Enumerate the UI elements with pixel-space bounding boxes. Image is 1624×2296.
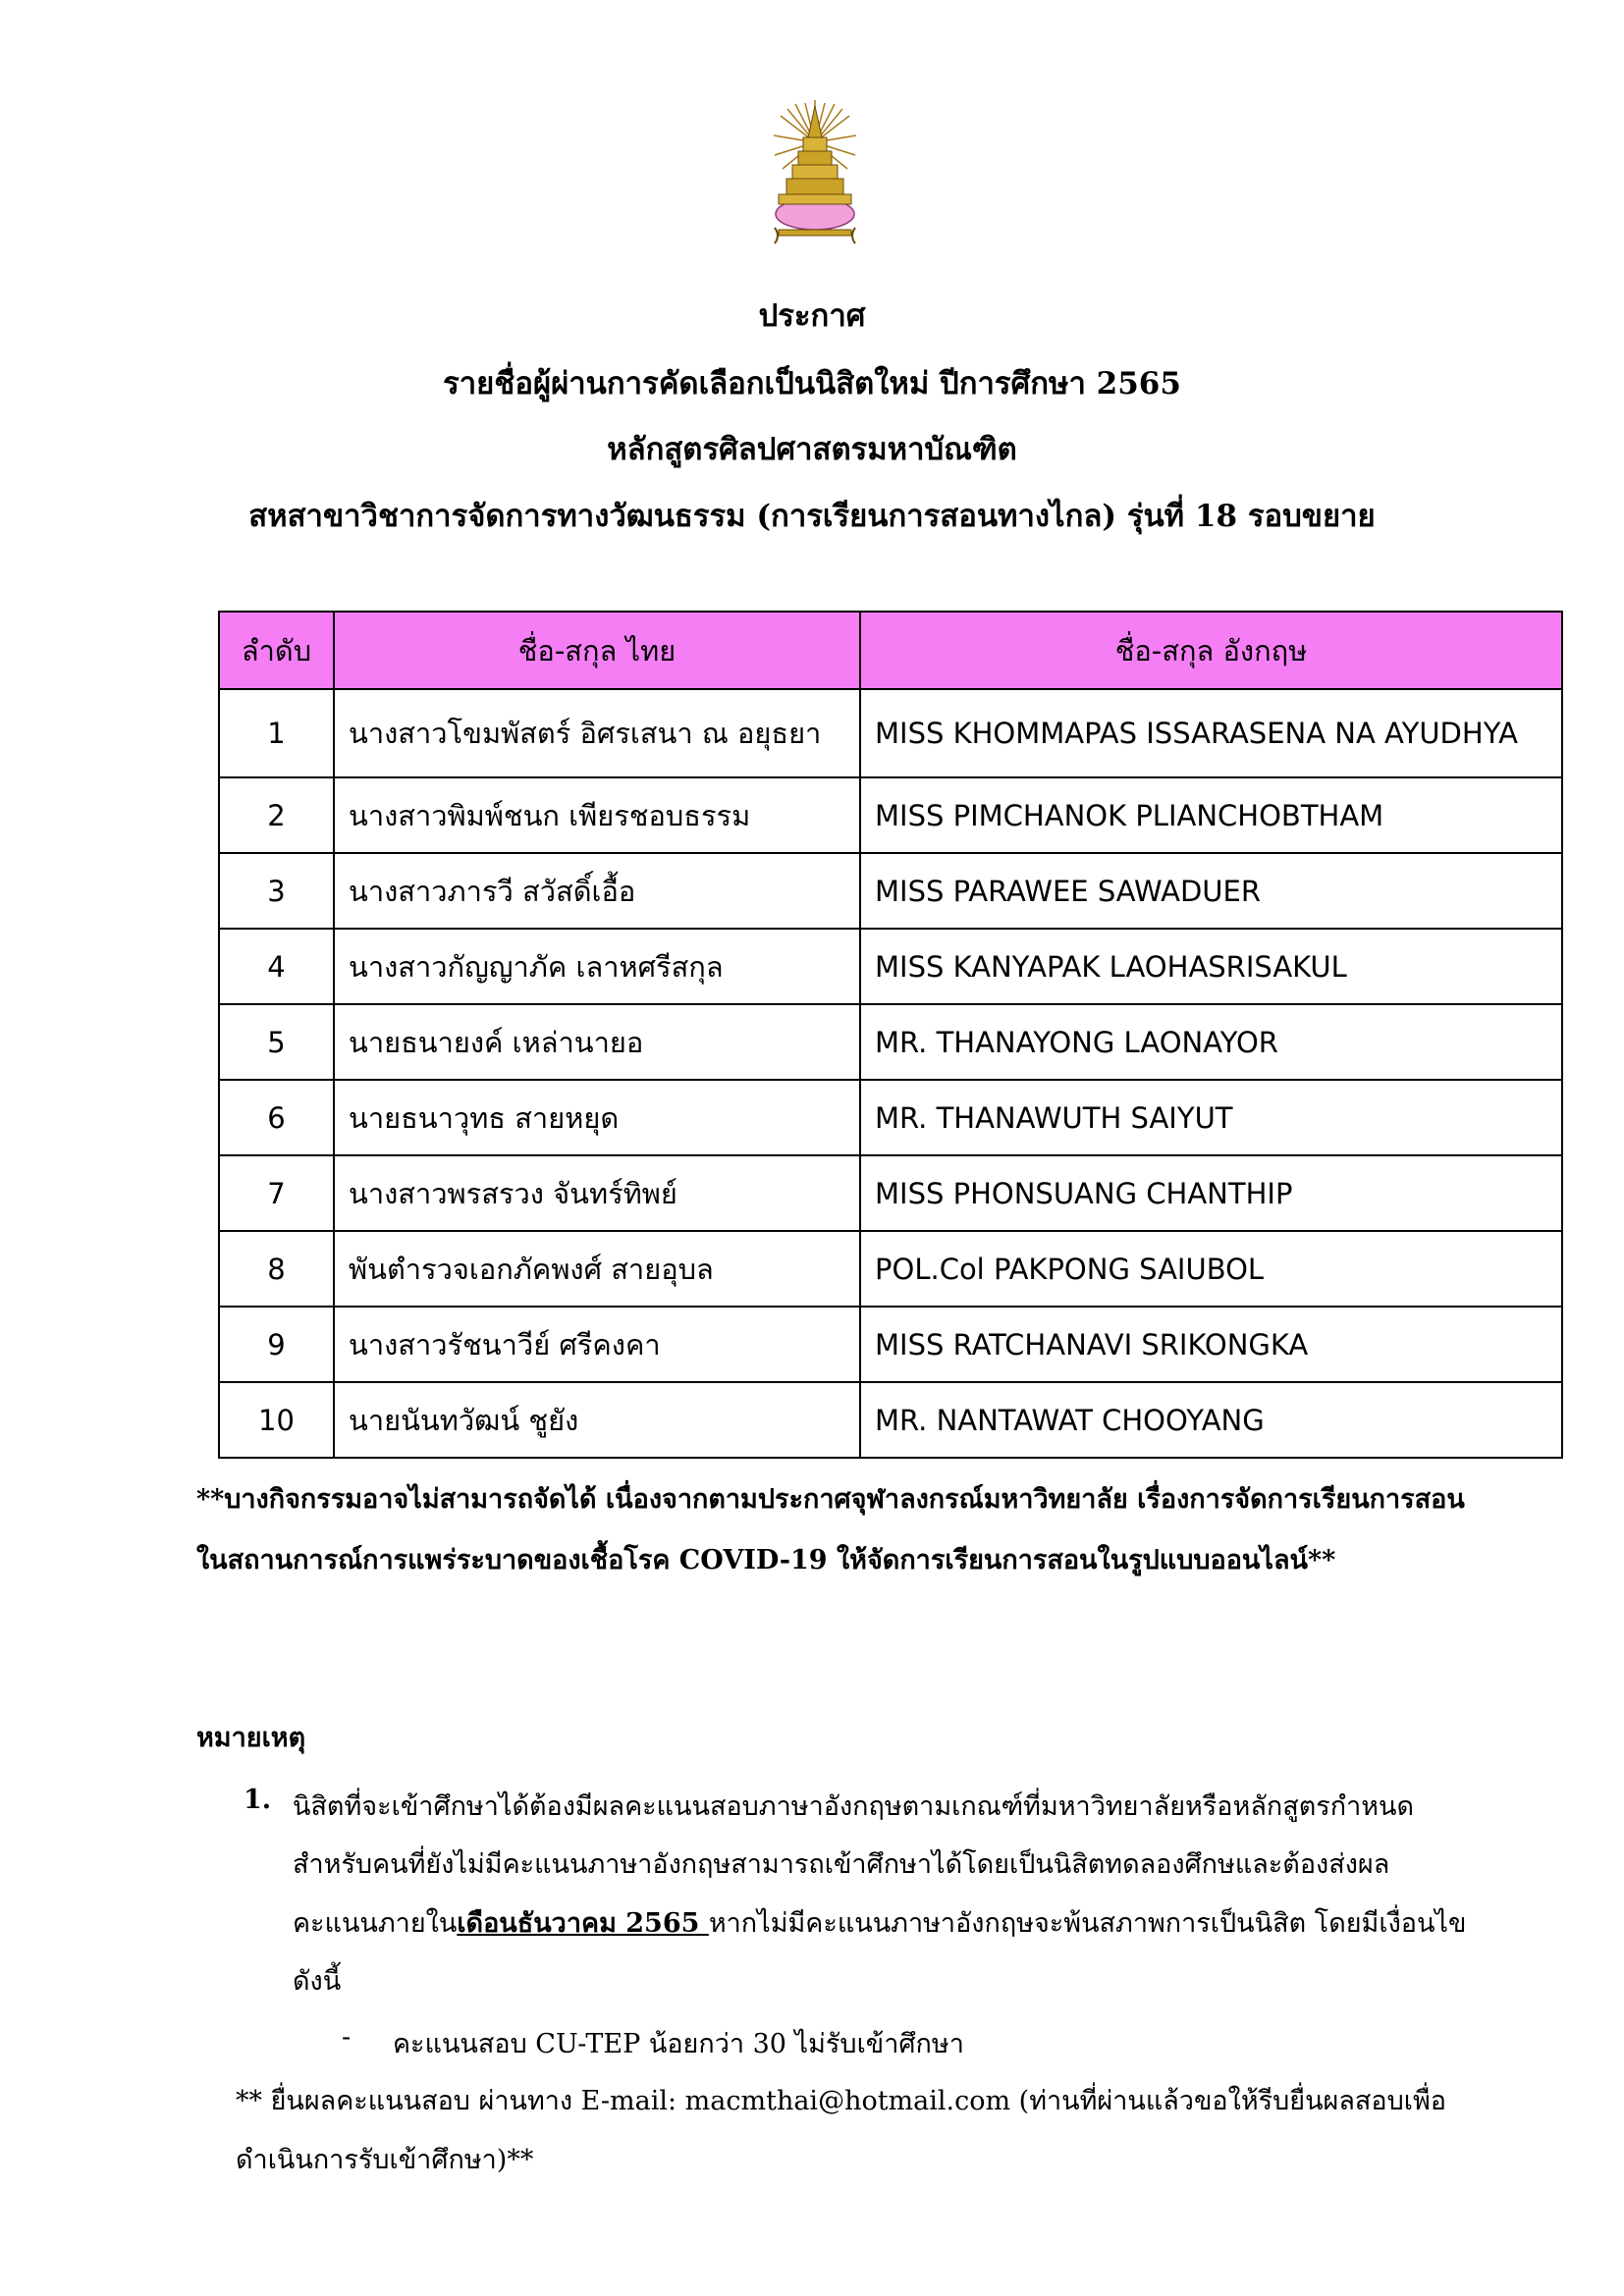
submit-instruction-line-2: ดำเนินการรับเข้าศึกษา)** bbox=[236, 2145, 534, 2175]
remarks-heading: หมายเหตุ bbox=[196, 1723, 306, 1753]
english-name: MISS PARAWEE SAWADUER bbox=[860, 853, 1562, 929]
row-number: 7 bbox=[219, 1155, 334, 1231]
table-row bbox=[219, 1080, 1562, 1155]
thai-name: นางสาวกัญญาภัค เลาหศรีสกุล bbox=[334, 929, 860, 1004]
english-name: MR. THANAYONG LAONAYOR bbox=[860, 1004, 1562, 1080]
english-name: MISS PHONSUANG CHANTHIP bbox=[860, 1155, 1562, 1231]
english-name: MISS RATCHANAVI SRIKONGKA bbox=[860, 1307, 1562, 1382]
english-name: MISS PIMCHANOK PLIANCHOBTHAM bbox=[860, 777, 1562, 853]
row-number: 2 bbox=[219, 777, 334, 853]
remark-line-1: นิสิตที่จะเข้าศึกษาได้ต้องมีผลคะแนนสอบภาษาอังกฤษตามเกณฑ์ที่มหาวิทยาลัยหรือหลักสูตรกำหนด bbox=[293, 1791, 1415, 1822]
covid-notice-line-2: ในสถานการณ์การแพร่ระบาดของเชื้อโรค COVID-19 ให้จัดการเรียนการสอนในรูปแบบออนไลน์** bbox=[196, 1545, 1336, 1575]
row-number: 1 bbox=[219, 689, 334, 777]
table-row bbox=[219, 1307, 1562, 1382]
remark-line-3 bbox=[293, 1901, 1569, 1944]
thai-name: พันตำรวจเอกภัคพงศ์ สายอุบล bbox=[334, 1231, 860, 1307]
thai-name: นางสาวโขมพัสตร์ อิศรเสนา ณ อยุธยา bbox=[334, 689, 860, 777]
thai-name: นายธนาวุทธ สายหยุด bbox=[334, 1080, 860, 1155]
table-row bbox=[219, 689, 1562, 777]
program-name: หลักสูตรศิลปศาสตรมหาบัณฑิต bbox=[607, 432, 1017, 467]
col-header-english-name: ชื่อ-สกุล อังกฤษ bbox=[860, 612, 1562, 689]
bullet-dash: - bbox=[342, 2022, 352, 2053]
table-row bbox=[219, 1004, 1562, 1080]
row-number: 8 bbox=[219, 1231, 334, 1307]
thai-name: นางสาวภารวี สวัสดิ์เอื้อ bbox=[334, 853, 860, 929]
table-row bbox=[219, 1231, 1562, 1307]
thai-name: นายธนายงค์ เหล่านายอ bbox=[334, 1004, 860, 1080]
english-name: MISS KHOMMAPAS ISSARASENA NA AYUDHYA bbox=[860, 689, 1562, 777]
submit-instruction-line-1: ** ยื่นผลคะแนนสอบ ผ่านทาง E-mail: macmthai@hotmail.com (ท่านที่ผ่านแล้วขอให้รีบยื่นผลสอบเพื่อ bbox=[236, 2086, 1446, 2116]
table-row bbox=[219, 929, 1562, 1004]
table-row bbox=[219, 1155, 1562, 1231]
col-header-thai-name: ชื่อ-สกุล ไทย bbox=[334, 612, 860, 689]
university-emblem-icon bbox=[771, 98, 859, 265]
english-name: MISS KANYAPAK LAOHASRISAKUL bbox=[860, 929, 1562, 1004]
row-number: 10 bbox=[219, 1382, 334, 1458]
program-track: สหสาขาวิชาการจัดการทางวัฒนธรรม (การเรียนการสอนทางไกล) รุ่นที่ 18 รอบขยาย bbox=[248, 499, 1376, 534]
english-name: MR. NANTAWAT CHOOYANG bbox=[860, 1382, 1562, 1458]
thai-name: นางสาวพรสรวง จันทร์ทิพย์ bbox=[334, 1155, 860, 1231]
remark-line-3-after: หากไม่มีคะแนนภาษาอังกฤษจะพ้นสภาพการเป็นนิสิต โดยมีเงื่อนไข bbox=[708, 1908, 1467, 1939]
remark-item-number: 1. bbox=[244, 1785, 272, 1815]
row-number: 6 bbox=[219, 1080, 334, 1155]
col-header-number: ลำดับ bbox=[219, 612, 334, 689]
row-number: 9 bbox=[219, 1307, 334, 1382]
admitted-students-table bbox=[218, 611, 1563, 1459]
row-number: 4 bbox=[219, 929, 334, 1004]
remark-line-4: ดังนี้ bbox=[293, 1966, 342, 1997]
english-name: MR. THANAWUTH SAIYUT bbox=[860, 1080, 1562, 1155]
covid-notice-line-1: **บางกิจกรรมอาจไม่สามารถจัดได้ เนื่องจากตามประกาศจุฬาลงกรณ์มหาวิทยาลัย เรื่องการจัดการเรียนการสอน bbox=[196, 1484, 1465, 1515]
announcement-heading: ประกาศ bbox=[758, 298, 866, 334]
cutep-requirement: คะแนนสอบ CU-TEP น้อยกว่า 30 ไม่รับเข้าศึกษา bbox=[393, 2029, 964, 2059]
table-row bbox=[219, 853, 1562, 929]
thai-name: นางสาวพิมพ์ชนก เพียรชอบธรรม bbox=[334, 777, 860, 853]
announcement-title: รายชื่อผู้ผ่านการคัดเลือกเป็นนิสิตใหม่ ปีการศึกษา 2565 bbox=[443, 366, 1181, 401]
table-row bbox=[219, 777, 1562, 853]
thai-name: นางสาวรัชนาวีย์ ศรีคงคา bbox=[334, 1307, 860, 1382]
deadline-text: เดือนธันวาคม 2565 bbox=[457, 1908, 709, 1939]
table-header-row bbox=[219, 612, 1562, 689]
english-name: POL.Col PAKPONG SAIUBOL bbox=[860, 1231, 1562, 1307]
row-number: 5 bbox=[219, 1004, 334, 1080]
thai-name: นายนันทวัฒน์ ชูยัง bbox=[334, 1382, 860, 1458]
table-row bbox=[219, 1382, 1562, 1458]
row-number: 3 bbox=[219, 853, 334, 929]
remark-line-2: สำหรับคนที่ยังไม่มีคะแนนภาษาอังกฤษสามารถเข้าศึกษาได้โดยเป็นนิสิตทดลองศึกษและต้องส่งผล bbox=[293, 1849, 1390, 1880]
remark-line-3-before: คะแนนภายใน bbox=[293, 1908, 458, 1939]
